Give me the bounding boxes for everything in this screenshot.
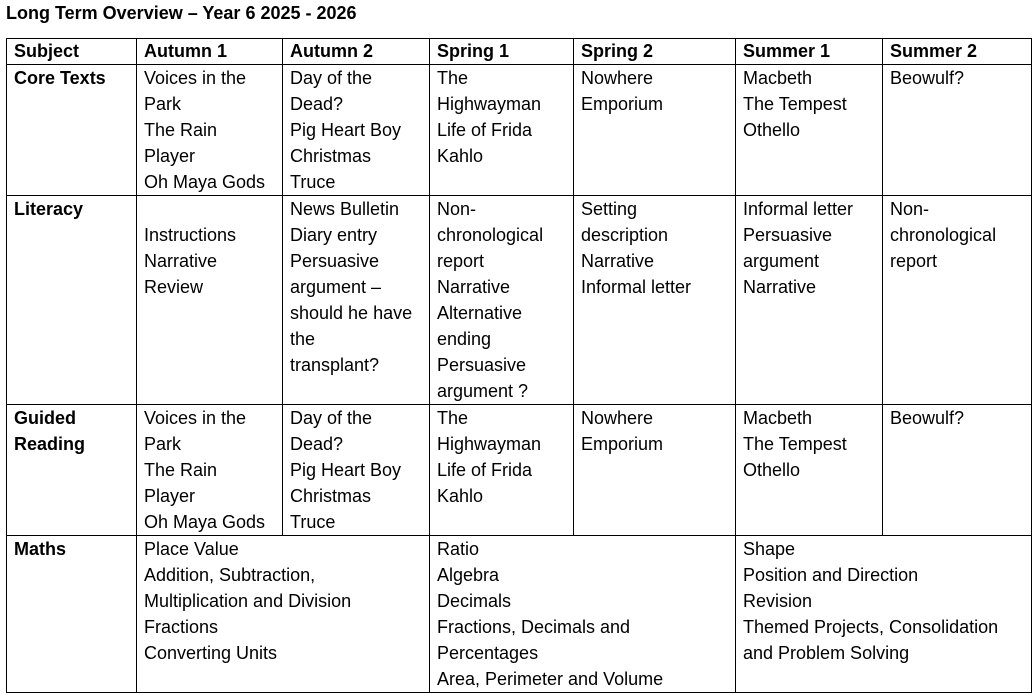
core-texts-summer-1 xyxy=(736,65,883,196)
cell-line: Revision xyxy=(743,591,813,611)
subject-literacy: Literacy xyxy=(7,196,137,405)
cell-line: Non- xyxy=(437,199,477,219)
cell-line: Diary entry xyxy=(290,225,378,245)
maths-row xyxy=(7,536,1032,693)
header-row xyxy=(7,39,1032,65)
cell-line: Kahlo xyxy=(437,146,484,166)
core-texts-summer-2 xyxy=(883,65,1032,196)
cell-line: Fractions, Decimals and xyxy=(437,617,631,637)
cell-line: Dead? xyxy=(290,434,344,454)
cell-line: Fractions xyxy=(144,617,219,637)
guided-reading-spring-2 xyxy=(574,405,736,536)
core-texts-autumn-2 xyxy=(283,65,430,196)
cell-line: The Rain xyxy=(144,120,218,140)
literacy-autumn-1 xyxy=(137,196,283,405)
cell-line: Emporium xyxy=(581,94,664,114)
cell-line: Instructions xyxy=(144,225,237,245)
guided-reading-autumn-2 xyxy=(283,405,430,536)
cell-line: Player xyxy=(144,486,196,506)
header-subject: Subject xyxy=(7,39,137,65)
maths-spring xyxy=(430,536,736,693)
cell-line: transplant? xyxy=(290,355,380,375)
cell-line: Life of Frida xyxy=(437,120,533,140)
cell-line: Area, Perimeter and Volume xyxy=(437,669,664,689)
cell-line: Persuasive xyxy=(743,225,833,245)
cell-line: Highwayman xyxy=(437,94,542,114)
cell-line: Review xyxy=(144,277,204,297)
cell-line: Non- xyxy=(890,199,930,219)
cell-line: Truce xyxy=(290,172,336,192)
blank-line xyxy=(144,196,278,222)
literacy-spring-1 xyxy=(430,196,574,405)
cell-line: Pig Heart Boy xyxy=(290,120,402,140)
cell-line: Persuasive xyxy=(290,251,380,271)
core-texts-spring-1 xyxy=(430,65,574,196)
cell-line: Nowhere xyxy=(581,68,654,88)
maths-autumn xyxy=(137,536,430,693)
cell-line: Voices in the xyxy=(144,68,247,88)
header-spring-2: Spring 2 xyxy=(574,39,736,65)
guided-reading-autumn-1 xyxy=(137,405,283,536)
cell-line: Ratio xyxy=(437,539,480,559)
core-texts-spring-2 xyxy=(574,65,736,196)
cell-line: description xyxy=(581,225,669,245)
cell-line: Narrative xyxy=(437,277,511,297)
subject-guided-reading xyxy=(7,405,137,536)
literacy-row xyxy=(7,196,1032,405)
cell-line: Park xyxy=(144,94,182,114)
cell-line: Day of the xyxy=(290,408,373,428)
cell-line: Decimals xyxy=(437,591,512,611)
cell-line: Percentages xyxy=(437,643,539,663)
cell-line: Player xyxy=(144,146,196,166)
cell-line: The xyxy=(437,68,469,88)
literacy-summer-2 xyxy=(883,196,1032,405)
cell-line: Macbeth xyxy=(743,68,813,88)
cell-line: News Bulletin xyxy=(290,199,400,219)
cell-line: report xyxy=(890,251,938,271)
cell-line: Informal letter xyxy=(581,277,692,297)
cell-line: Addition, Subtraction, xyxy=(144,565,316,585)
cell-line: Othello xyxy=(743,120,801,140)
subject-line: Guided xyxy=(14,408,76,428)
header-summer-2: Summer 2 xyxy=(883,39,1032,65)
cell-line: Kahlo xyxy=(437,486,484,506)
cell-line: the xyxy=(290,329,316,349)
cell-line: and Problem Solving xyxy=(743,643,910,663)
cell-line: Narrative xyxy=(144,251,218,271)
guided-reading-summer-1 xyxy=(736,405,883,536)
core-texts-autumn-1 xyxy=(137,65,283,196)
cell-line: Informal letter xyxy=(743,199,854,219)
cell-line: Beowulf? xyxy=(890,408,965,428)
cell-line: Park xyxy=(144,434,182,454)
cell-line: Emporium xyxy=(581,434,664,454)
cell-line: should he have xyxy=(290,303,413,323)
cell-line: Dead? xyxy=(290,94,344,114)
core-texts-row xyxy=(7,65,1032,196)
cell-line: Place Value xyxy=(144,539,239,559)
cell-line: Life of Frida xyxy=(437,460,533,480)
cell-line: Pig Heart Boy xyxy=(290,460,402,480)
cell-line: Day of the xyxy=(290,68,373,88)
cell-line: The Tempest xyxy=(743,434,847,454)
cell-line: Christmas xyxy=(290,486,372,506)
cell-line: Setting xyxy=(581,199,638,219)
cell-line: Shape xyxy=(743,539,796,559)
literacy-autumn-2 xyxy=(283,196,430,405)
header-autumn-1: Autumn 1 xyxy=(137,39,283,65)
subject-core-texts: Core Texts xyxy=(7,65,137,196)
overview-table xyxy=(6,38,1032,693)
guided-reading-row xyxy=(7,405,1032,536)
cell-line: Themed Projects, Consolidation xyxy=(743,617,999,637)
header-summer-1: Summer 1 xyxy=(736,39,883,65)
cell-line: Alternative xyxy=(437,303,523,323)
maths-summer xyxy=(736,536,1032,693)
cell-line: Beowulf? xyxy=(890,68,965,88)
cell-line: The Rain xyxy=(144,460,218,480)
cell-line: Oh Maya Gods xyxy=(144,512,266,532)
cell-line: Position and Direction xyxy=(743,565,919,585)
subject-line: Reading xyxy=(14,434,86,454)
header-spring-1: Spring 1 xyxy=(430,39,574,65)
cell-line: Macbeth xyxy=(743,408,813,428)
cell-line: Persuasive xyxy=(437,355,527,375)
cell-line: Othello xyxy=(743,460,801,480)
cell-line: The Tempest xyxy=(743,94,847,114)
literacy-spring-2 xyxy=(574,196,736,405)
cell-line: Oh Maya Gods xyxy=(144,172,266,192)
cell-line: Converting Units xyxy=(144,643,278,663)
cell-line: argument – xyxy=(290,277,382,297)
page-title: Long Term Overview – Year 6 2025 - 2026 xyxy=(6,3,357,23)
subject-maths: Maths xyxy=(7,536,137,693)
cell-line: chronological xyxy=(437,225,544,245)
header-autumn-2: Autumn 2 xyxy=(283,39,430,65)
cell-line: Multiplication and Division xyxy=(144,591,352,611)
cell-line: Algebra xyxy=(437,565,500,585)
cell-line: argument xyxy=(743,251,820,271)
cell-line: chronological xyxy=(890,225,997,245)
cell-line: Christmas xyxy=(290,146,372,166)
cell-line: Truce xyxy=(290,512,336,532)
cell-line: argument ? xyxy=(437,381,529,401)
literacy-summer-1 xyxy=(736,196,883,405)
guided-reading-spring-1 xyxy=(430,405,574,536)
cell-line: ending xyxy=(437,329,492,349)
cell-line: Nowhere xyxy=(581,408,654,428)
cell-line: report xyxy=(437,251,485,271)
cell-line: The xyxy=(437,408,469,428)
guided-reading-summer-2 xyxy=(883,405,1032,536)
cell-line: Narrative xyxy=(743,277,817,297)
cell-line: Narrative xyxy=(581,251,655,271)
cell-line: Highwayman xyxy=(437,434,542,454)
cell-line: Voices in the xyxy=(144,408,247,428)
